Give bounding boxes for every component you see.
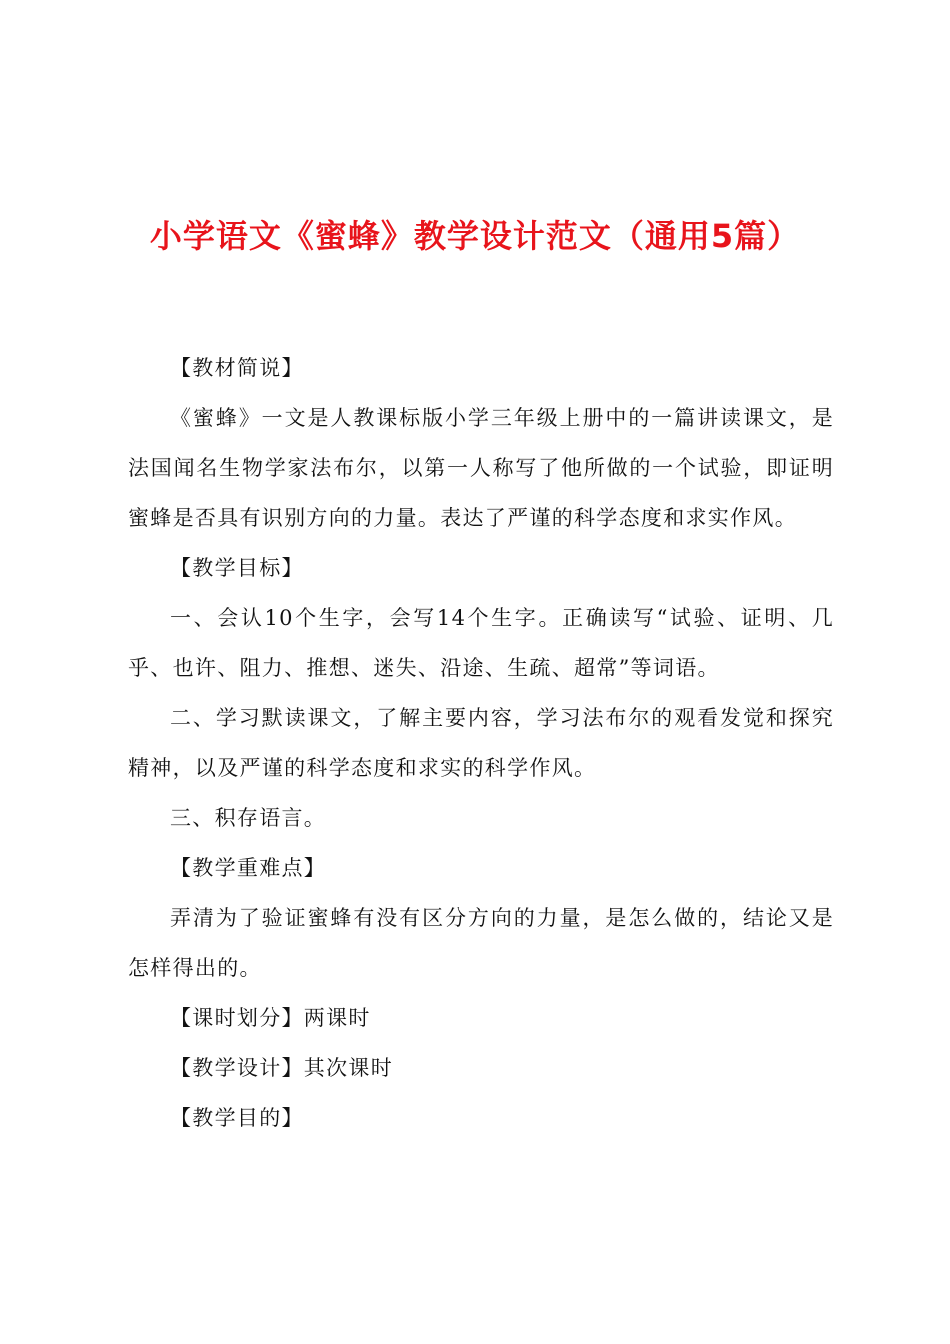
section-heading-teaching-purpose: 【教学目的】 [170, 1106, 304, 1130]
paragraph-textbook-overview: 《蜜蜂》一文是人教课标版小学三年级上册中的一篇讲读课文，是法国闻名生物学家法布尔，以第一人称写了他所做的一个试验，即证明蜜蜂是否具有识别方向的力量。表达了严谨的科学态度和求实作风。 [128, 406, 834, 530]
paragraph-goal-1: 一、会认10个生字，会写14个生字。正确读写“试验、证明、几乎、也许、阻力、推想、迷失、沿途、生疏、超常”等词语。 [128, 606, 834, 680]
paragraph-teaching-design: 【教学设计】其次课时 [170, 1056, 393, 1080]
document-body [128, 343, 834, 1143]
paragraph-goal-2: 二、学习默读课文，了解主要内容，学习法布尔的观看发觉和探究精神，以及严谨的科学态度和求实的科学作风。 [128, 706, 834, 780]
paragraph-lesson-division: 【课时划分】两课时 [170, 1006, 371, 1030]
section-heading-key-difficulties: 【教学重难点】 [170, 856, 327, 880]
paragraph-key-difficulties: 弄清为了验证蜜蜂有没有区分方向的力量，是怎么做的，结论又是怎样得出的。 [128, 906, 834, 980]
document-title: 小学语文《蜜蜂》教学设计范文（通用5篇） [149, 217, 801, 255]
section-heading-teaching-goals: 【教学目标】 [170, 556, 304, 580]
section-heading-textbook-overview: 【教材简说】 [170, 356, 304, 380]
paragraph-goal-3: 三、积存语言。 [170, 806, 327, 830]
